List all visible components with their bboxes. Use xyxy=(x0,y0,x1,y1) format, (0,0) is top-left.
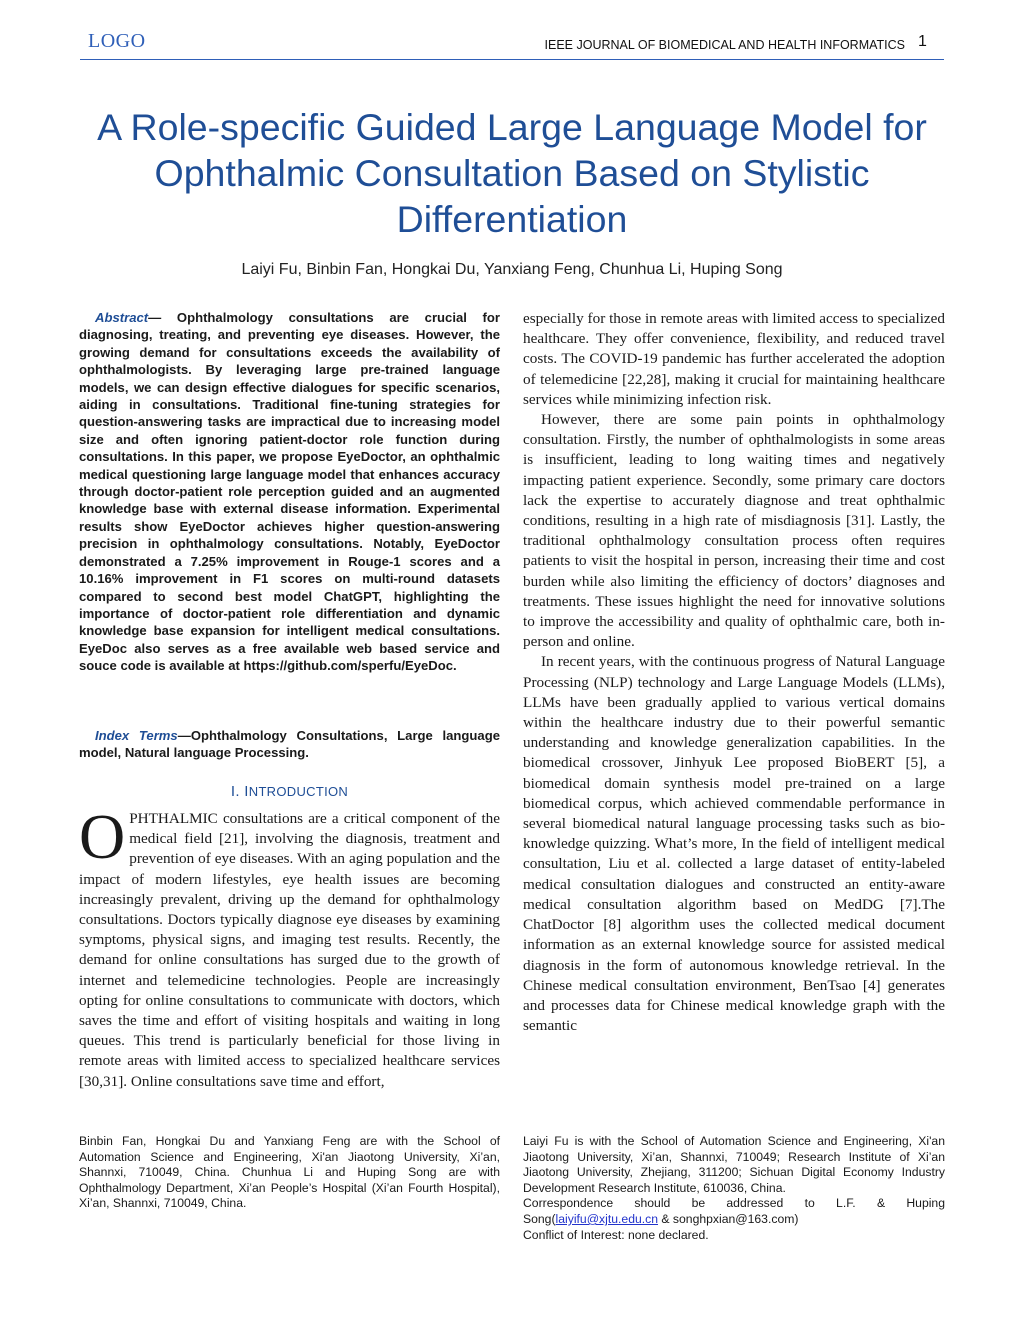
index-terms-label: Index Terms xyxy=(95,728,178,743)
correspondence-prefix: Correspondence should be addressed to L.F. & Huping Song( xyxy=(523,1196,945,1226)
index-terms xyxy=(79,727,500,762)
abstract-label: Abstract xyxy=(95,310,149,325)
author-list: Laiyi Fu, Binbin Fan, Hongkai Du, Yanxiang Feng, Chunhua Li, Huping Song xyxy=(241,261,783,278)
conflict-note: Conflict of Interest: none declared. xyxy=(523,1227,709,1242)
right-column-text xyxy=(523,309,945,1036)
correspondence-note xyxy=(523,1196,945,1227)
abstract xyxy=(79,309,500,675)
section-numeral: I. xyxy=(230,783,245,800)
paragraph: In recent years, with the continuous progress of Natural Language Processing (NLP) technology and Large Language Models (LLMs), LLMs have been gradually applied to various vertical domains within the healthcare industry due to their powerful semantic understanding and knowledge generalization capabilities. In the biomedical crossover, Jinhyuk Lee proposed BioBERT [5], a biomedical domain synthesis model pre-trained on a large biomedical corpus, which achieved commendable performance in several biomedical natural language processing tasks such as bio-knowledge quizzing. What’s more, In the field of intelligent medical consultation, Liu et al. collected a large dataset of entity-labeled medical consultation dialogues and constructed an entity-aware medical consultation algorithm based on MedDG [7].The ChatDoctor [8] algorithm uses the collected medical document information as an external knowledge source for assisted medical diagnosis in the form of autonomous knowledge retrieval. In the Chinese medical consultation environment, BenTsao [4] generates and processes data for Chinese medical knowledge graph with the semantic xyxy=(523,653,945,1035)
footnote-right xyxy=(523,1134,945,1243)
email-link[interactable]: laiyifu@xjtu.edu.cn xyxy=(555,1211,659,1226)
drop-cap: O xyxy=(79,801,126,872)
section-heading-introduction xyxy=(79,783,500,800)
abstract-text: Ophthalmology consultations are crucial for diagnosing, treating, and preventing eye diseases. However, the growing demand for consultations exceeds the availability of ophthalmologists. By leveraging large pre-trained language models, we can design effective dialogues for specific scenarios, aiding in consultations. Traditional fine-tuning strategies for question-answering tasks are impractical due to increasing model size and often ignoring patient-doctor role function during consultations. In this paper, we propose EyeDoctor, an ophthalmic medical questioning large language model that enhances accuracy through doctor-patient role perception guided and an augmented knowledge base with external disease information. Experimental results show EyeDoctor achieves higher question-answering precision in ophthalmology consultations. Notably, EyeDoctor demonstrated a 7.25% improvement in Rouge-1 scores and a 10.16% improvement in F1 scores on multi-round datasets compared to second best model ChatGPT, highlighting the importance of doctor-patient role differentiation and dynamic knowledge base expansion for intelligent medical consultations. EyeDoc also serves as a free available web based service and souce code is available at https://github.com/sperfu/EyeDoc. xyxy=(79,310,501,674)
section-heading-first: I xyxy=(244,783,249,800)
section-heading-rest: NTRODUCTION xyxy=(248,784,349,799)
correspondence-suffix: & songhpxian@163.com) xyxy=(658,1211,799,1226)
journal-logo: LOGO xyxy=(88,30,146,52)
index-terms-text: —Ophthalmology Consultations, Large language model, Natural language Processing. xyxy=(79,728,500,761)
page-number: 1 xyxy=(918,33,927,50)
paragraph: especially for those in remote areas with limited access to specialized healthcare. They offer convenience, flexibility, and reduced travel costs. The COVID-19 pandemic has further accelerated the adoption of telemedicine [22,28], making it crucial for maintaining healthcare services while minimizing infection risk. xyxy=(523,310,945,408)
paragraph: However, there are some pain points in ophthalmology consultation. Firstly, the number of ophthalmologists in some areas is insufficient, leading to long waiting times and negatively impacting patient experience. Secondly, some primary care doctors lack the expertise to accurately diagnose and treat ophthalmic conditions, resulting in a high rate of misdiagnosis [31]. Lastly, the traditional ophthalmology consultation process often requires patients to visit the hospital in person, increasing their time and cost burden while also limiting the efficiency of doctors’ diagnoses and treatments. These issues highlight the need for innovative solutions to improve the accessibility and quality of ophthalmic care, both in-person and online. xyxy=(523,411,945,651)
header-rule xyxy=(80,59,944,60)
paper-title: A Role-specific Guided Large Language Model for Ophthalmic Consultation Based on Stylistic Differentiation xyxy=(97,106,927,240)
abstract-dash: — xyxy=(148,310,177,325)
introduction-paragraph: PHTHALMIC consultations are a critical component of the medical field [21], involving the diagnosis, treatment and prevention of eye diseases. With an aging population and the impact of modern lifestyles, eye health issues are becoming increasingly prevalent, driving up the demand for ophthalmology consultations. Doctors typically diagnose eye diseases by examining symptoms, physical signs, and imaging test results. Recently, the demand for online consultations has surged due to the growth of internet and telemedicine technologies. People are increasingly opting for online consultations to communicate with doctors, which saves the time and effort of visiting hospitals and waiting in long queues. This trend is particularly beneficial for those living in remote areas with limited access to specialized healthcare services [30,31]. Online consultations save time and effort, xyxy=(79,810,500,1090)
affiliation-note: Laiyi Fu is with the School of Automation Science and Engineering, Xi'an Jiaotong University, Xi’an, Shannxi, 710049; Research Institute of Xi’an Jiaotong University, Zhejiang, 311200; Sichuan Digital Economy Industry Development Research Institute, 610036, China. xyxy=(523,1134,945,1195)
footnote-left: Binbin Fan, Hongkai Du and Yanxiang Feng are with the School of Automation Science and Engineering, Xi'an Jiaotong University, Xi’an, Shannxi, 710049, China. Chunhua Li and Huping Song are with Ophthalmology Department, Xi’an People’s Hospital (Xi’an Fourth Hospital), Xi’an, Shannxi, 710049, China. xyxy=(79,1134,500,1211)
journal-name: IEEE JOURNAL OF BIOMEDICAL AND HEALTH INFORMATICS xyxy=(544,38,905,52)
introduction-text xyxy=(79,801,500,1092)
